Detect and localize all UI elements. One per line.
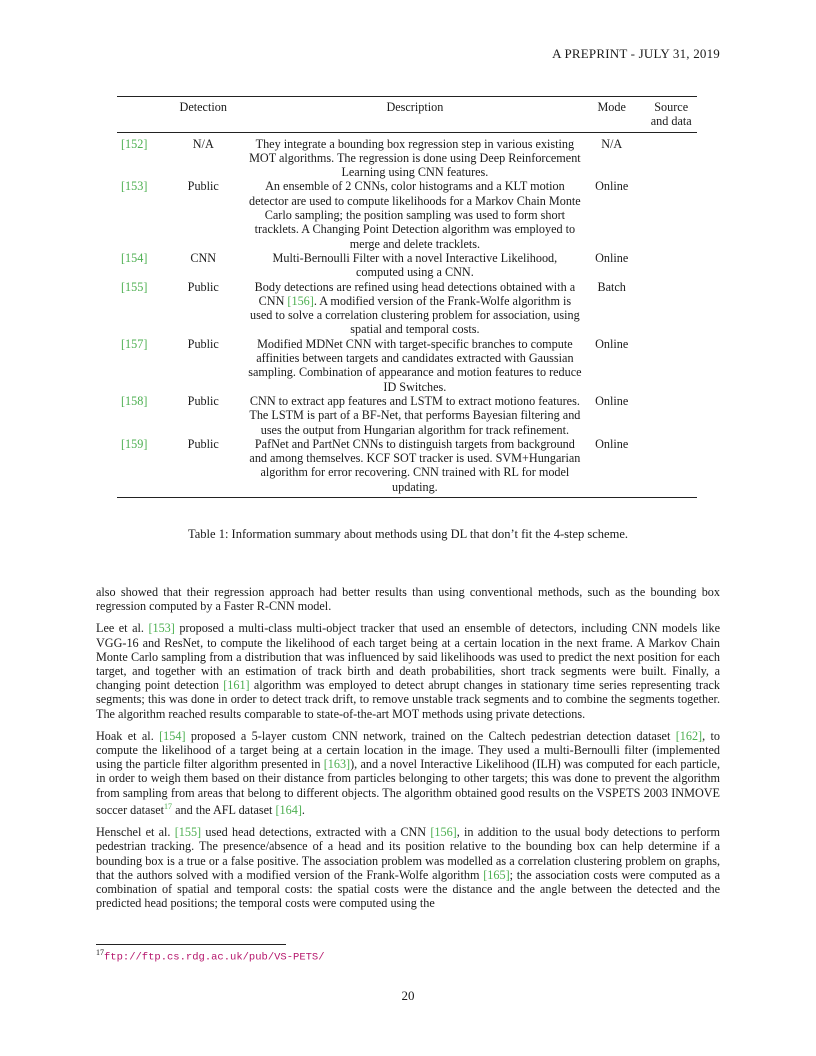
table-row [117,394,697,437]
text-run: and the AFL dataset [172,802,276,817]
table-row [117,437,697,498]
methods-table [117,96,697,498]
row-mode: Online [595,336,629,351]
text-run: . [301,802,305,817]
row-mode: Online [595,436,629,451]
row-description: Multi-Bernoulli Filter with a novel Interactive Likelihood, computed using a CNN. [272,250,558,280]
row-description [248,280,582,337]
row-ref-link[interactable]: [159] [121,436,148,451]
row-ref-link[interactable]: [152] [121,136,148,151]
footnote-mark: 17 [96,948,104,957]
row-description: They integrate a bounding box regression step in various existing MOT algorithms. The regression is done using Deep Reinforcement Learning using CNN features. [249,136,581,180]
row-detection: CNN [190,250,217,265]
row-source [641,437,697,498]
footnote [96,948,325,964]
description-text: . A modified version of the Frank-Wolfe algorithm is used to solve a correlation clustering problem for association, using spatial and temporal costs. [250,293,580,337]
citation-link[interactable]: [161] [223,678,250,693]
row-mode: Online [595,179,629,194]
row-mode: Online [595,393,629,408]
row-description: An ensemble of 2 CNNs, color histograms and a KLT motion detector are used to compute likelihoods for a Markov Chain Monte Carlo sampling; the position sampling was used to form short tracklets. A Changing Point Detection algorithm was employed to merge and delete tracklets. [249,179,581,251]
row-ref-link[interactable]: [158] [121,393,148,408]
row-ref-link[interactable]: [154] [121,250,148,265]
citation-link[interactable]: [164] [275,802,302,817]
text-run: proposed a multi-class multi-object tracker that used an ensemble of detectors, including CNN models like VGG-16 and ResNet, to compute the likelihood of each target being at a certain location in the next frame. A Markov Chain Monte Carlo sampling from a distribution that was influenced by said likelihoods was used to predict the next position for each target, and together with an estimation of track birth and death probabilities, short track segments were built. Finally, a changing point detection [96,621,721,693]
table-row [117,337,697,394]
row-mode: Batch [597,279,626,294]
footnote-url-link[interactable]: ftp://ftp.cs.rdg.ac.uk/pub/VS-PETS/ [104,951,325,964]
footnote-divider [96,944,286,945]
body-text [96,585,720,918]
row-source [641,251,697,280]
col-description-header: Description [386,100,444,114]
citation-link[interactable]: [153] [148,621,175,636]
row-mode: Online [595,250,629,265]
text-run: Hoak et al. [96,728,160,743]
paragraph: also showed that their regression approach had better results than using conventional methods, such as the bounding box regression computed by a Faster R-CNN model. [96,585,720,614]
row-ref-link[interactable]: [157] [121,336,148,351]
table-header-row [117,97,697,133]
text-run: Lee et al. [96,621,149,636]
col-detection-header: Detection [179,100,227,114]
table-row [117,251,697,280]
text-run: ; the association costs were computed as a combination of spatial and temporal costs: the spatial costs were the distance and the angle between the detected and the predicted head positions; the temporal costs were computed using the [96,867,721,911]
table-row [117,179,697,250]
text-run: , to compute the likelihood of a target being at a certain location in the image. They used a multi-Bernoulli filter (implemented using the particle filter algorithm presented in [96,728,721,772]
row-source [641,394,697,437]
row-description: Modified MDNet CNN with target-specific branches to compute affinities between targets and candidates extracted with Gaussian sampling. Combination of appearance and motion features to reduce ID Switches. [248,336,582,394]
row-detection: Public [187,179,219,194]
citation-link[interactable]: [162] [675,728,703,743]
table-caption: Table 1: Information summary about methods using DL that don’t fit the 4-step scheme. [187,527,628,541]
running-header: A PREPRINT - JULY 31, 2019 [552,46,720,61]
row-detection: Public [187,336,219,351]
row-source [641,179,697,250]
text-run: Henschel et al. [96,825,175,840]
text-run: used head detections, extracted with a CNN [201,825,431,840]
description-text: Body detections are refined using head detections obtained with a CNN [254,279,576,308]
row-detection: Public [187,279,219,294]
paragraph [96,621,720,720]
row-source [641,280,697,337]
row-detection: Public [187,436,219,451]
citation-link[interactable]: [156] [430,825,457,840]
citation-link[interactable]: [155] [174,825,202,840]
footnote-marker-link[interactable]: 17 [164,801,173,811]
citation-link[interactable]: [156] [287,293,314,308]
col-ref-header [117,97,159,133]
text-run: algorithm was employed to detect abrupt changes in stationary time series representing track segments; this was done in order to detect track drift, to remove unstable track segments and to combine the segments together. The algorithm reached results comparable to state-of-the-art MOT methods using private detections. [96,678,720,721]
row-detection: Public [187,393,219,408]
citation-link[interactable]: [165] [483,867,510,882]
citation-link[interactable]: [163] [323,757,351,772]
row-source [641,132,697,179]
table-row [117,280,697,337]
col-source-header: Source and data [650,100,692,129]
text-run: proposed a 5-layer custom CNN network, trained on the Caltech pedestrian detection dataset [185,728,676,743]
row-detection: N/A [192,136,214,151]
paragraph [96,825,720,910]
row-ref-link[interactable]: [153] [121,179,148,194]
row-description: CNN to extract app features and LSTM to extract motiono features. The LSTM is part of a BF-Net, that performs Bayesian filtering and uses the output from Hungarian algorithm for track refinement. [249,393,581,437]
citation-link[interactable]: [154] [159,728,186,743]
row-ref-link[interactable]: [155] [121,279,148,294]
row-mode: N/A [601,136,623,151]
row-source [641,337,697,394]
page-number: 20 [401,988,415,1003]
paragraph [96,729,720,817]
row-description: PafNet and PartNet CNNs to distinguish targets from background and among themselves. KCF SOT tracker is used. SVM+Hungarian algorithm for error recovering. CNN trained with RL for model updating. [249,436,581,494]
text-run: , in addition to the usual body detections to perform pedestrian tracking. The presence/absence of a head and its position relative to the bounding box can help determine if a bounding box is a true or a false positive. The association problem was modelled as a correlation clustering problem on graphs, that the authors solved with a modified version of the Frank-Wolfe algorithm [96,825,720,882]
table-row [117,132,697,179]
col-mode-header: Mode [597,100,626,114]
text-run: ), and a novel Interactive Likelihood (ILH) was computed for each particle, in order to weigh them based on their distance from particles belonging to other targets; this was done to prevent the algorithm from sampling from areas that belong to different objects. The algorithm obtained good results on the VSPETS 2003 INMOVE soccer dataset [96,757,720,817]
